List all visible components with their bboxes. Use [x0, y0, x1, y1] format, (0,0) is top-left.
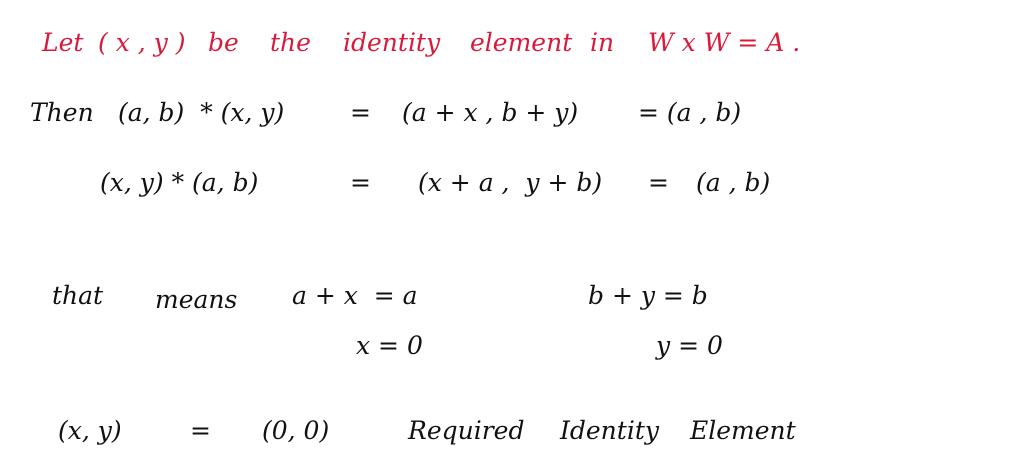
row1-mid: (a + x , b + y): [402, 98, 579, 127]
row1-left: (a, b) * (x, y): [118, 98, 285, 127]
row2-eq2: =: [648, 168, 669, 197]
row3-eq-a: a + x = a: [292, 281, 418, 310]
row2-mid: (x + a , y + b): [418, 168, 603, 197]
row5-identity: Identity: [560, 416, 659, 445]
row3-means: means: [155, 285, 238, 314]
row2-eq: =: [350, 168, 371, 197]
row5-pair: (x, y): [58, 416, 122, 445]
intro-in: in: [590, 28, 615, 57]
intro-element: element: [470, 28, 573, 57]
row5-required: Required: [408, 416, 525, 445]
row5-zero-pair: (0, 0): [262, 416, 330, 445]
intro-pair: ( x , y ): [98, 28, 186, 57]
row1-eq: =: [350, 98, 371, 127]
intro-set: W x W = A .: [648, 28, 801, 57]
row2-result: (a , b): [696, 168, 771, 197]
row5-eq: =: [190, 416, 211, 445]
row3-that: that: [52, 281, 104, 310]
row3-eq-b: b + y = b: [588, 281, 708, 310]
intro-the: the: [270, 28, 311, 57]
intro-let: Let: [42, 28, 84, 57]
row1-then: Then: [30, 98, 94, 127]
intro-identity: identity: [343, 28, 441, 57]
row1-result: = (a , b): [638, 98, 742, 127]
row5-element: Element: [690, 416, 796, 445]
intro-be: be: [208, 28, 239, 57]
row4-x-zero: x = 0: [356, 331, 423, 360]
row2-left: (x, y) * (a, b): [100, 168, 259, 197]
row4-y-zero: y = 0: [656, 331, 723, 360]
